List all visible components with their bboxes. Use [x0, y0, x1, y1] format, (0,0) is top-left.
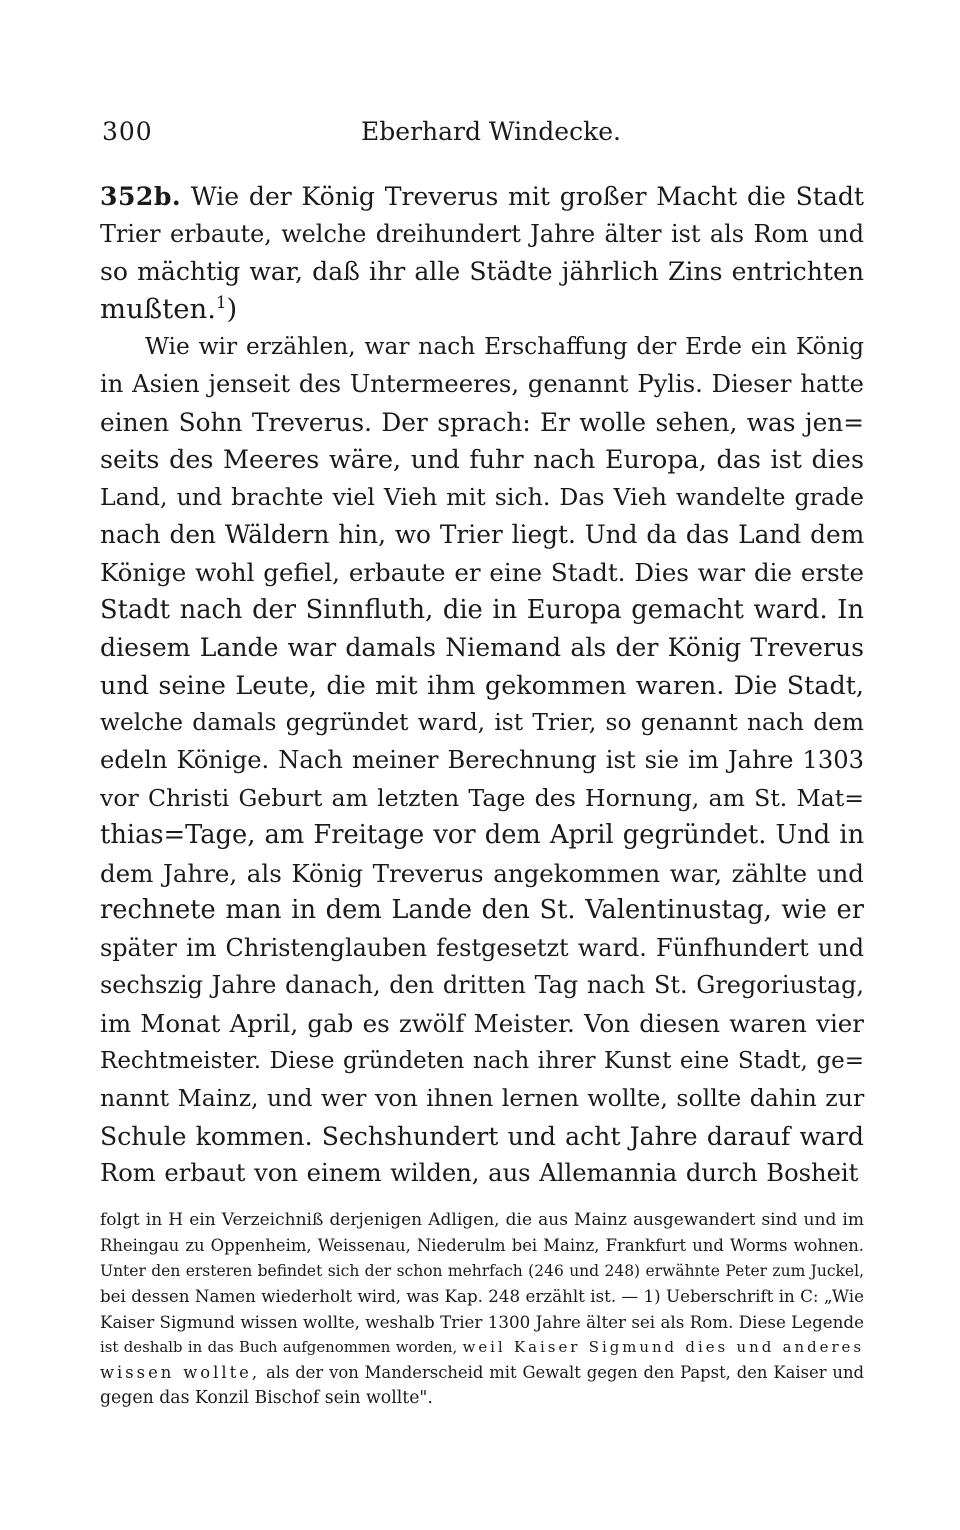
text-line: sechszig Jahre danach, den dritten Tag nach St. Gregoriustag, — [100, 971, 864, 1000]
text-line: Rechtmeister. Diese gründeten nach ihrer Kunst eine Stadt, ge= — [100, 1047, 864, 1074]
page-header — [100, 112, 862, 152]
footnote-line — [100, 1335, 864, 1360]
chapter-heading-text: mußten. — [100, 292, 216, 325]
text-line: Schule kommen. Sechshundert und acht Jahre darauf ward — [100, 1121, 864, 1151]
text-line: welche damals gegründet ward, ist Trier, so genannt nach dem — [100, 709, 864, 737]
text-line: rechnete man in dem Lande den St. Valentinustag, wie er — [100, 895, 864, 926]
main-text — [100, 178, 864, 1193]
text-line: Land, und brachte viel Vieh mit sich. Das Vieh wandelte grade — [100, 482, 864, 511]
paragraph — [100, 328, 864, 1193]
text-line: und seine Leute, die mit ihm gekommen waren. Die Stadt, — [100, 669, 864, 700]
footnote-text: ist deshalb in das Buch aufgenommen worden, — [100, 1337, 458, 1356]
footnote-line: gegen das Konzil Bischof sein wollte". — [100, 1387, 433, 1408]
footnote-ref-close: ) — [226, 292, 238, 325]
text-line: später im Christenglauben festgesetzt ward. Fünfhundert und — [100, 933, 864, 962]
text-line: nannt Mainz, und wer von ihnen lernen wollte, sollte dahin zur — [100, 1084, 865, 1113]
chapter-heading-line: Trier erbaute, welche dreihundert Jahre älter ist als Rom und — [100, 219, 864, 248]
footnote-line — [100, 1360, 864, 1385]
footnote-line: Kaiser Sigmund wissen wollte, weshalb Trier 1300 Jahre älter sei als Rom. Diese Legende — [100, 1311, 864, 1332]
text-line: nach den Wäldern hin, wo Trier liegt. Und da das Land dem — [100, 520, 865, 550]
text-line: Wie wir erzählen, war nach Erschaffung der Erde ein König — [145, 333, 864, 361]
text-line: diesem Lande war damals Niemand als der König Treverus — [100, 633, 864, 663]
footnote-line: Rheingau zu Oppenheim, Weissenau, Niederulm bei Mainz, Frankfurt und Worms wohnen. — [100, 1236, 864, 1256]
footnote-line: bei dessen Namen wiederholt wird, was Kap. 248 erzählt ist. — 1) Ueberschrift in C: „Wie — [100, 1286, 864, 1307]
text-line: in Asien jenseit des Untermeeres, genannt Pylis. Dieser hatte — [100, 369, 864, 398]
page-number: 300 — [102, 117, 153, 146]
footnote-ref: 1 — [215, 292, 227, 312]
text-line: Stadt nach der Sinnfluth, die in Europa gemacht ward. In — [100, 594, 864, 625]
text-line: dem Jahre, als König Treverus angekommen war, zählte und — [100, 858, 864, 888]
running-title: Eberhard Windecke. — [361, 117, 621, 146]
footnotes — [100, 1208, 864, 1411]
footnote-line: folgt in H ein Verzeichniß derjenigen Adligen, die aus Mainz ausgewandert sind und im — [100, 1210, 864, 1230]
chapter-heading-text: Wie der König Treverus mit großer Macht die Stadt — [190, 182, 864, 211]
chapter-number: 352b. — [100, 181, 182, 211]
text-line: einen Sohn Treverus. Der sprach: Er wolle sehen, was jen= — [100, 407, 864, 437]
chapter-heading-line — [100, 291, 864, 329]
text-line: Könige wohl gefiel, erbaute er eine Stadt. Dies war die erste — [100, 557, 864, 587]
footnote-spaced-text: weil Kaiser Sigmund dies und anderes — [462, 1337, 865, 1356]
text-line: im Monat April, gab es zwölf Meister. Von diesen waren vier — [100, 1009, 864, 1039]
footnote-line: Unter den ersteren befindet sich der schon mehrfach (246 und 248) erwähnte Peter zum Juckel, — [100, 1261, 864, 1280]
chapter-heading-line — [100, 178, 864, 216]
chapter-heading-line: so mächtig war, daß ihr alle Städte jährlich Zins entrichten — [100, 257, 864, 287]
text-line: edeln Könige. Nach meiner Berechnung ist sie im Jahre 1303 — [100, 745, 864, 774]
text-line: Rom erbaut von einem wilden, aus Allemannia durch Bosheit — [100, 1159, 859, 1188]
footnote-text: als der von Manderscheid mit Gewalt gegen den Papst, den Kaiser und — [265, 1363, 864, 1383]
text-line: thias=Tage, am Freitage vor dem April gegründet. Und in — [100, 820, 865, 851]
text-line: vor Christi Geburt am letzten Tage des Hornung, am St. Mat= — [100, 783, 864, 812]
text-line: seits des Meeres wäre, und fuhr nach Europa, das ist dies — [100, 444, 864, 475]
footnote-spaced-text: wissen wollte, — [100, 1363, 261, 1383]
